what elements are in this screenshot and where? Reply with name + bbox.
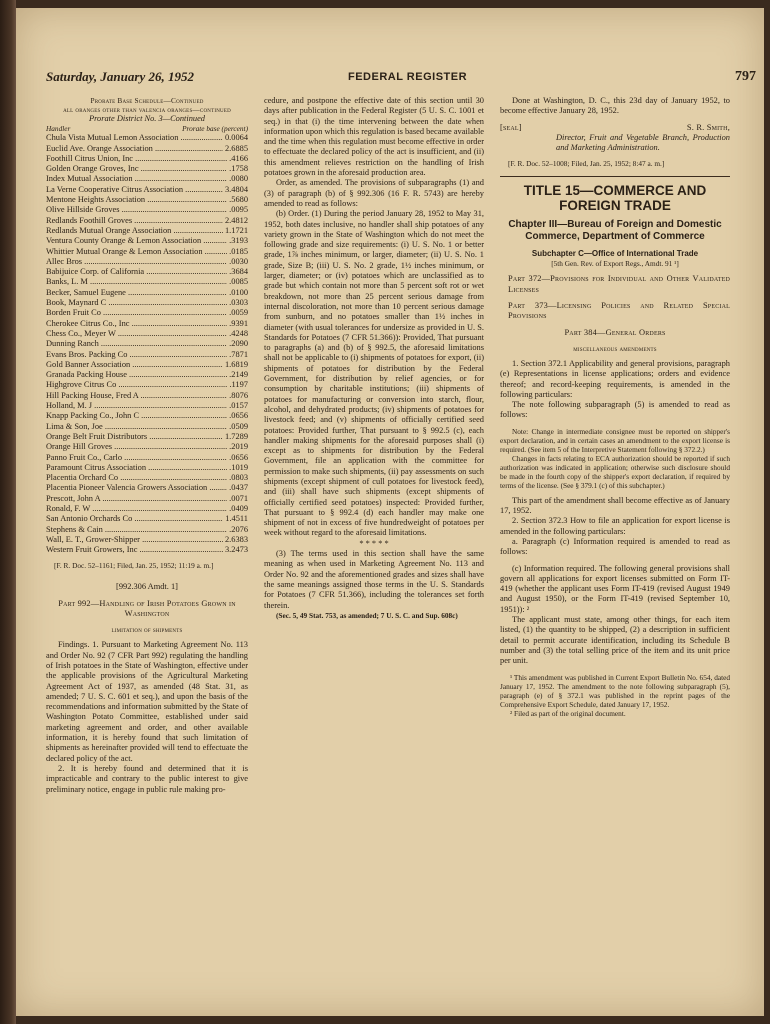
fr-doc-note: [F. R. Doc. 52–1008; Filed, Jan. 25, 1952; 8:47 a. m.]: [508, 159, 665, 169]
table-row: [46, 473, 248, 483]
table-row: [46, 432, 248, 442]
prorate-value: .2090: [229, 339, 248, 349]
handler-column-label: Handler: [46, 124, 71, 134]
paragraph: a. Paragraph (c) Information required is amended to read as follows:: [500, 536, 730, 557]
page-number: 797: [735, 69, 756, 84]
handler-name: Orange Hill Groves .....: [46, 442, 227, 452]
handler-name: Western Fruit Growers, Inc .....: [46, 545, 223, 555]
signer-title: Director, Fruit and Vegetable Branch, Production and Marketing Administration.: [556, 132, 730, 153]
handler-table: [46, 133, 248, 555]
table-row: [46, 236, 248, 246]
handler-name: Golden Orange Groves, Inc .....: [46, 164, 227, 174]
prorate-value: .0100: [229, 287, 248, 297]
part-373-heading: Part 373—Licensing Policies and Related Special Provisions: [508, 301, 730, 321]
prorate-value: 2.6383: [224, 534, 248, 544]
table-row: [46, 288, 248, 298]
table-row: [46, 195, 248, 205]
handler-name: Panno Fruit Co., Carlo .....: [46, 453, 227, 463]
prorate-value: 0.0064: [224, 133, 248, 143]
handler-name: Book, Maynard C .....: [46, 298, 227, 308]
prorate-value: .0509: [229, 421, 248, 431]
table-row: [46, 216, 248, 226]
prorate-value: .0095: [229, 205, 248, 215]
handler-name: Gold Banner Association .....: [46, 360, 223, 370]
prorate-value: .1758: [229, 164, 248, 174]
prorate-value: .3684: [229, 267, 248, 277]
section-2-paragraph: 2. Section 372.3 How to file an application for export license is amended in the following particulars:: [500, 516, 730, 536]
prorate-value: .0085: [229, 277, 248, 287]
handler-name: Whittier Mutual Orange & Lemon Association .....: [46, 247, 227, 257]
table-row: [46, 247, 248, 257]
handler-name: Foothill Citrus Union, Inc .....: [46, 154, 227, 164]
table-row: [46, 504, 248, 514]
seal-mark: [seal]: [500, 122, 522, 132]
table-row: [46, 463, 248, 473]
prorate-value: 2.4812: [224, 215, 248, 225]
paragraph: (b) Order. (1) During the period January 28, 1952 to May 31, 1952, both dates inclusive, no handler shall ship potatoes of any variety grown in the State of Washington which do not meet the following grade and size requirements: (i) U. S. No. 1 or better grade, 1⅞ inches minimum, or larger, diameter; (ii) U. S. No. 1 grade, Size B; (iii) U. S. No. 2 grade, 1½ inches minimum, or larger, diameter; or (iv) potatoes which are unclassified as to grade but which contain not more than 5 percent soft rot or wet breakdown, not more than 25 percent serious damage from internal discoloration, not more than 10 percent serious damage from sunburn, and no potatoes smaller than 1½ inches in diameter (with usual tolerances for undersize as provided in U. S. Standards for Potatoes (7 CFR 51.366)): Provided, That pursuant to paragraphs (a) and (b) of § 992.5, the aforesaid limitations shall not be applicable to (i) shipments of potatoes for export, (ii) shipments of potatoes for distribution by the Federal Government, for distribution by relief agencies, or for consumption by charitable institutions; (iii) shipments of potatoes for manufacturing or conversion into starch, flour, alcohol, and dehydrated products; (iv) shipments of potatoes for livestock feed; and (v) shipments of officially certified seed potatoes: Provided further, That pursuant to § 992.5 (c), each handler making shipments for the aforesaid purposes shall (i) except as to shipments for distribution by the Federal Government, file an application with the committee for permission to make such shipments, (ii) pay assessments on such shipments (except shipment of cull potatoes for livestock feed), and (iii) shall have such shipments (except shipments of officially certified seed potatoes) inspected: Provided further, That pursuant to § 992.4 (d) each handler may make one shipment of not in excess of five hundredweight of potatoes per week without regard to the aforesaid limitations.: [264, 209, 484, 538]
prorate-value: .2149: [229, 370, 248, 380]
handler-name: Stephens & Cain .....: [46, 525, 227, 535]
findings-paragraph: Findings. 1. Pursuant to Marketing Agreement No. 113 and Order No. 92 (7 CFR Part 992) regulating the handling of Irish potatoes in the State of Washington, effective under the applicable provisions of the Agricultural Marketing Agreement Act of 1937, as amended (48 Stat. 31, as amended; 7 U. S. C. 601 et seq.), and upon the basis of the recommendations and information submitted by the State of Washington Potato Committee, established under said marketing agreement and order, and other available information, it is hereby found that such limitation of shipments as hereinafter provided will tend to effectuate the declared policy of the act.: [46, 640, 248, 763]
amendment-ref: [992.306 Amdt. 1]: [116, 582, 178, 592]
note-paragraph: Note: Change in intermediate consignee must be reported on shipper's export declaration, and in certain cases an amendment to the export license is required. (See item 5 of the Interpretive Statement following § 372.2.): [500, 426, 730, 454]
table-row: [46, 370, 248, 380]
handler-name: Allec Bros .....: [46, 257, 227, 267]
table-row: [46, 483, 248, 493]
prorate-value: 1.7289: [224, 431, 248, 441]
prorate-value: .8076: [229, 390, 248, 400]
handler-name: Index Mutual Association .....: [46, 174, 227, 184]
district-label: Prorate District No. 3—Continued: [88, 114, 205, 123]
prorate-value: .0303: [229, 298, 248, 308]
signature-line: [500, 123, 730, 133]
handler-name: Olive Hillside Groves .....: [46, 205, 227, 215]
table-header: [46, 124, 248, 133]
table-row: [46, 257, 248, 267]
prorate-value: .0080: [229, 174, 248, 184]
limitation-heading: limitation of shipments: [111, 625, 183, 635]
paragraph: (c) Information required. The following general provisions shall govern all applications for export licenses submitted on Form IT-419 (whether the applicant uses Form IT-419 (revised August 1949 and August 1950), or the Form IT-419 (revised September 10, 1951)): ²: [500, 563, 730, 614]
paragraph: Order, as amended. The provisions of subparagraphs (1) and (3) of paragraph (b) of § 992.306 (16 F. R. 5743) are hereby amended to read as follows:: [264, 178, 484, 208]
prorate-value: .0030: [229, 256, 248, 266]
prorate-value: .0656: [229, 411, 248, 421]
handler-name: Mentone Heights Association .....: [46, 195, 227, 205]
handler-name: Redlands Mutual Orange Association .....: [46, 226, 223, 236]
paragraph: cedure, and postpone the effective date of this section until 30 days after publication in the Federal Register (5 U. S. C. 1001 et seq.) in that (i) the time intervening between the date when information upon which this regulation is based became available and the time when this regulation must become effective in order to effectuate the declared policy of the act is insufficient, and (ii) this amendment relieves restriction on the handling of Irish potatoes grown in the aforesaid production area.: [264, 96, 485, 178]
handler-name: Knapp Packing Co., John C .....: [46, 411, 227, 421]
handler-name: Euclid Ave. Orange Association .....: [46, 144, 223, 154]
table-row: [46, 514, 248, 524]
header-title: FEDERAL REGISTER: [348, 71, 468, 83]
handler-name: Banks, L. M .....: [46, 277, 227, 287]
handler-name: Paramount Citrus Association .....: [46, 463, 227, 473]
handler-name: Evans Bros. Packing Co .....: [46, 350, 227, 360]
note-paragraph: Changes in facts relating to ECA authorization should be reported if such authorization was indicated in application; otherwise such disclosure should be made in the fourth copy of the shipper's export declaration, if required by terms of the license. (See § 379.1 (c) of this subchapter.): [500, 453, 730, 490]
part-992-title: Part 992—Handling of Irish Potatoes Grown in Washington: [58, 598, 236, 619]
table-row: [46, 380, 248, 390]
document-page: [16, 8, 764, 1016]
prorate-value: 3.2473: [224, 545, 248, 555]
section-rule: [500, 176, 730, 177]
done-statement: Done at Washington, D. C., this 23d day of January 1952, to become effective January 28, 1952.: [500, 96, 730, 116]
table-row: [46, 339, 248, 349]
footnote-1: ¹ This amendment was published in Current Export Bulletin No. 654, dated January 17, 1952. The amendment to the note following subparagraph (5), paragraph (e) of § 372.1 was published in the reprint pages of the Comprehensive Export Schedule, dated January 17, 1952.: [500, 672, 730, 709]
table-row: [46, 535, 248, 545]
revision-note: [5th Gen. Rev. of Export Regs., Amdt. 91 ¹]: [551, 259, 679, 269]
prorate-value: .0409: [229, 503, 248, 513]
prorate-value: .0071: [229, 493, 248, 503]
handler-name: Placentia Pioneer Valencia Growers Association .....: [46, 483, 227, 493]
column-3: [500, 96, 730, 718]
prorate-value: .2076: [229, 524, 248, 534]
table-row: [46, 319, 248, 329]
table-row: [46, 226, 248, 236]
handler-name: Redlands Foothill Groves .....: [46, 216, 223, 226]
table-row: [46, 308, 248, 318]
handler-name: Ventura County Orange & Lemon Association .....: [46, 236, 227, 246]
table-row: [46, 277, 248, 287]
prorate-value: .9391: [229, 318, 248, 328]
paragraph: (3) The terms used in this section shall have the same meaning as when used in Marketing Agreement No. 113 and Order No. 92 and the aforementioned grades and sizes shall have the same meanings assigned those terms in the U. S. Standards for Potatoes (7 CFR 51.366), including the tolerances set forth therein.: [264, 549, 484, 610]
prorate-value: 1.4511: [225, 514, 248, 524]
handler-name: Wall, E. T., Grower-Shipper .....: [46, 535, 223, 545]
prorate-value: .0185: [229, 246, 248, 256]
handler-name: Highgrove Citrus Co .....: [46, 380, 227, 390]
handler-name: Borden Fruit Co .....: [46, 308, 227, 318]
paragraph: This part of the amendment shall become effective as of January 17, 1952.: [500, 495, 730, 516]
chapter-heading: Chapter III—Bureau of Foreign and Domestic Commerce, Department of Commerce: [508, 219, 722, 243]
prorate-value: .1019: [229, 462, 248, 472]
prorate-value: .3193: [229, 236, 248, 246]
table-row: [46, 494, 248, 504]
part-372-heading: Part 372—Provisions for Individual and Other Validated Licenses: [508, 274, 730, 294]
prorate-value: 2.6885: [224, 143, 248, 153]
prorate-value: .4166: [229, 153, 248, 163]
handler-name: Chess Co., Meyer W .....: [46, 329, 227, 339]
paragraph: The applicant must state, among other things, for each item listed, (1) the quantity to be shipped, (2) a description in sufficient detail to permit accurate identification, including its Schedule B number and (3) the total selling price of the item and its unit price per unit.: [500, 615, 730, 666]
subchapter-heading: Subchapter C—Office of International Trade: [531, 249, 699, 259]
title-15-heading: TITLE 15—COMMERCE AND FOREIGN TRADE: [523, 183, 707, 214]
prorate-value: .0437: [229, 483, 248, 493]
handler-name: Ronald, F. W .....: [46, 504, 227, 514]
table-row: [46, 545, 248, 555]
table-row: [46, 525, 248, 535]
table-row: [46, 164, 248, 174]
prorate-value: .4248: [229, 328, 248, 338]
table-row: [46, 298, 248, 308]
header-date: Saturday, January 26, 1952: [46, 69, 194, 84]
prorate-value: .1197: [229, 380, 248, 390]
prorate-value: .0803: [229, 473, 248, 483]
handler-name: Dunning Ranch .....: [46, 339, 227, 349]
table-row: [46, 154, 248, 164]
column-1: [46, 96, 248, 795]
running-header: [46, 69, 756, 89]
prorate-value: .0157: [229, 401, 248, 411]
prorate-value: .5680: [229, 195, 248, 205]
prorate-value: .7871: [229, 349, 248, 359]
misc-heading: miscellaneous amendments: [573, 343, 657, 353]
table-row: [46, 442, 248, 452]
table-row: [46, 174, 248, 184]
fr-doc-note: [F. R. Doc. 52–1161; Filed, Jan. 25, 1952; 11:19 a. m.]: [54, 561, 214, 571]
table-row: [46, 411, 248, 421]
prorate-value: .2019: [229, 442, 248, 452]
table-row: [46, 422, 248, 432]
table-row: [46, 144, 248, 154]
base-column-label: Prorate base (percent): [182, 124, 248, 134]
prorate-value: 1.6819: [224, 359, 248, 369]
handler-name: Cherokee Citrus Co., Inc .....: [46, 319, 227, 329]
schedule-subtitle: all oranges other than valencia oranges—continued: [63, 105, 231, 114]
authority-citation: (Sec. 5, 49 Stat. 753, as amended; 7 U. S. C. and Sup. 608c): [276, 610, 458, 620]
column-2: [264, 96, 484, 620]
table-row: [46, 350, 248, 360]
handler-name: Lima & Son, Joe .....: [46, 422, 227, 432]
prorate-value: .0059: [229, 308, 248, 318]
part-384-heading: Part 384—General Orders: [564, 327, 666, 337]
signer-name: S. R. Smith,: [686, 122, 730, 132]
table-row: [46, 185, 248, 195]
handler-name: Chula Vista Mutual Lemon Association .....: [46, 133, 223, 143]
section-break: * * * * *: [359, 538, 389, 548]
findings-paragraph-2: 2. It is hereby found and determined that it is impracticable and contrary to the public interest to give preliminary notice, engage in public rule making pro-: [46, 763, 248, 794]
prorate-value: 3.4804: [224, 184, 248, 194]
book-spine: [0, 0, 16, 1024]
handler-name: Holland, M. J .....: [46, 401, 227, 411]
handler-name: La Verne Cooperative Citrus Association .....: [46, 185, 223, 195]
handler-name: Babijuice Corp. of California .....: [46, 267, 227, 277]
table-row: [46, 267, 248, 277]
table-row: [46, 401, 248, 411]
schedule-title: Prorate Base Schedule—Continued: [90, 96, 204, 105]
handler-name: Orange Belt Fruit Distributors .....: [46, 432, 223, 442]
handler-name: Prescott, John A .....: [46, 494, 227, 504]
table-row: [46, 329, 248, 339]
table-row: [46, 205, 248, 215]
section-1-paragraph: 1. Section 372.1 Applicability and general provisions, paragraph (e) Representations in license applications; orders and evidence thereof; and record-keeping requirements, is amended in the following particulars:: [500, 358, 730, 399]
handler-name: Placentia Orchard Co .....: [46, 473, 227, 483]
prorate-value: 1.1721: [224, 225, 248, 235]
handler-name: Granada Packing House .....: [46, 370, 227, 380]
footnote-2: ² Filed as part of the original document.: [510, 708, 626, 718]
prorate-value: .0656: [229, 452, 248, 462]
handler-name: San Antonio Orchards Co .....: [46, 514, 223, 524]
table-row: [46, 391, 248, 401]
handler-name: Hill Packing House, Fred A .....: [46, 391, 227, 401]
table-row: [46, 360, 248, 370]
handler-name: Becker, Samuel Eugene .....: [46, 288, 227, 298]
paragraph: The note following subparagraph (5) is amended to read as follows:: [500, 400, 730, 420]
table-row: [46, 453, 248, 463]
table-row: [46, 133, 248, 143]
